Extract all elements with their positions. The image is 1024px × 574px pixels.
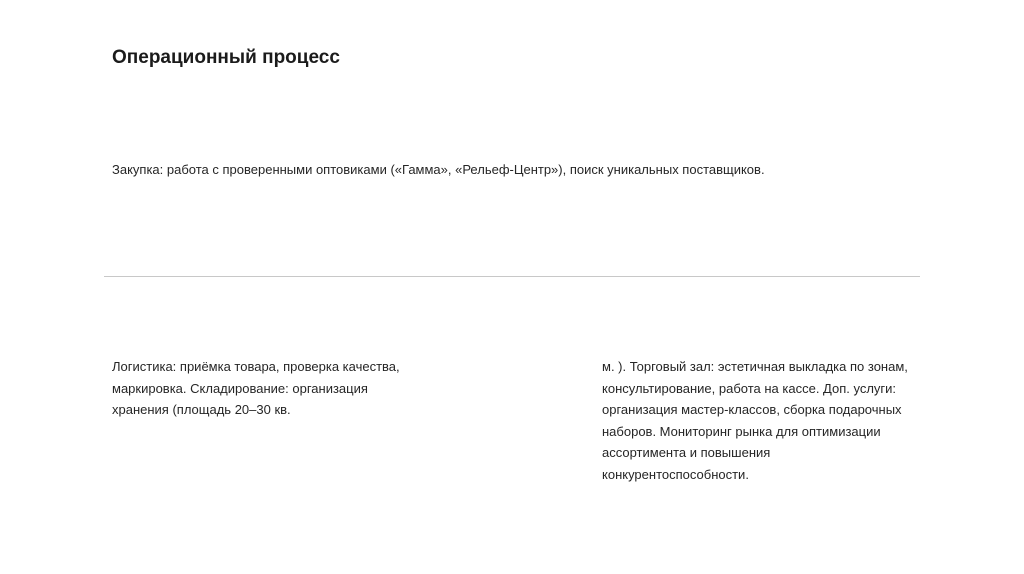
text-line: ассортимента и повышения bbox=[602, 445, 771, 460]
text-line: м. ). Торговый зал: эстетичная выкладка по зонам, bbox=[602, 359, 908, 374]
text-line: маркировка. Складирование: организация bbox=[112, 380, 368, 396]
text-line: хранения (площадь 20–30 кв. bbox=[112, 402, 291, 417]
sales-floor-text-block bbox=[602, 356, 942, 485]
text-line: наборов. Мониторинг рынка для оптимизации bbox=[602, 423, 881, 439]
logistics-text-block bbox=[112, 356, 432, 421]
text-line: консультирование, работа на кассе. Доп. услуги: bbox=[602, 380, 897, 396]
horizontal-divider bbox=[104, 276, 920, 277]
slide-title: Операционный процесс bbox=[112, 47, 340, 68]
text-line: организация мастер-классов, сборка подарочных bbox=[602, 402, 902, 417]
text-line: конкурентоспособности. bbox=[602, 466, 749, 482]
text-line: Логистика: приёмка товара, проверка качества, bbox=[112, 359, 400, 374]
procurement-text: Закупка: работа с проверенными оптовиками («Гамма», «Рельеф-Центр»), поиск уникальных поставщиков. bbox=[112, 162, 765, 177]
